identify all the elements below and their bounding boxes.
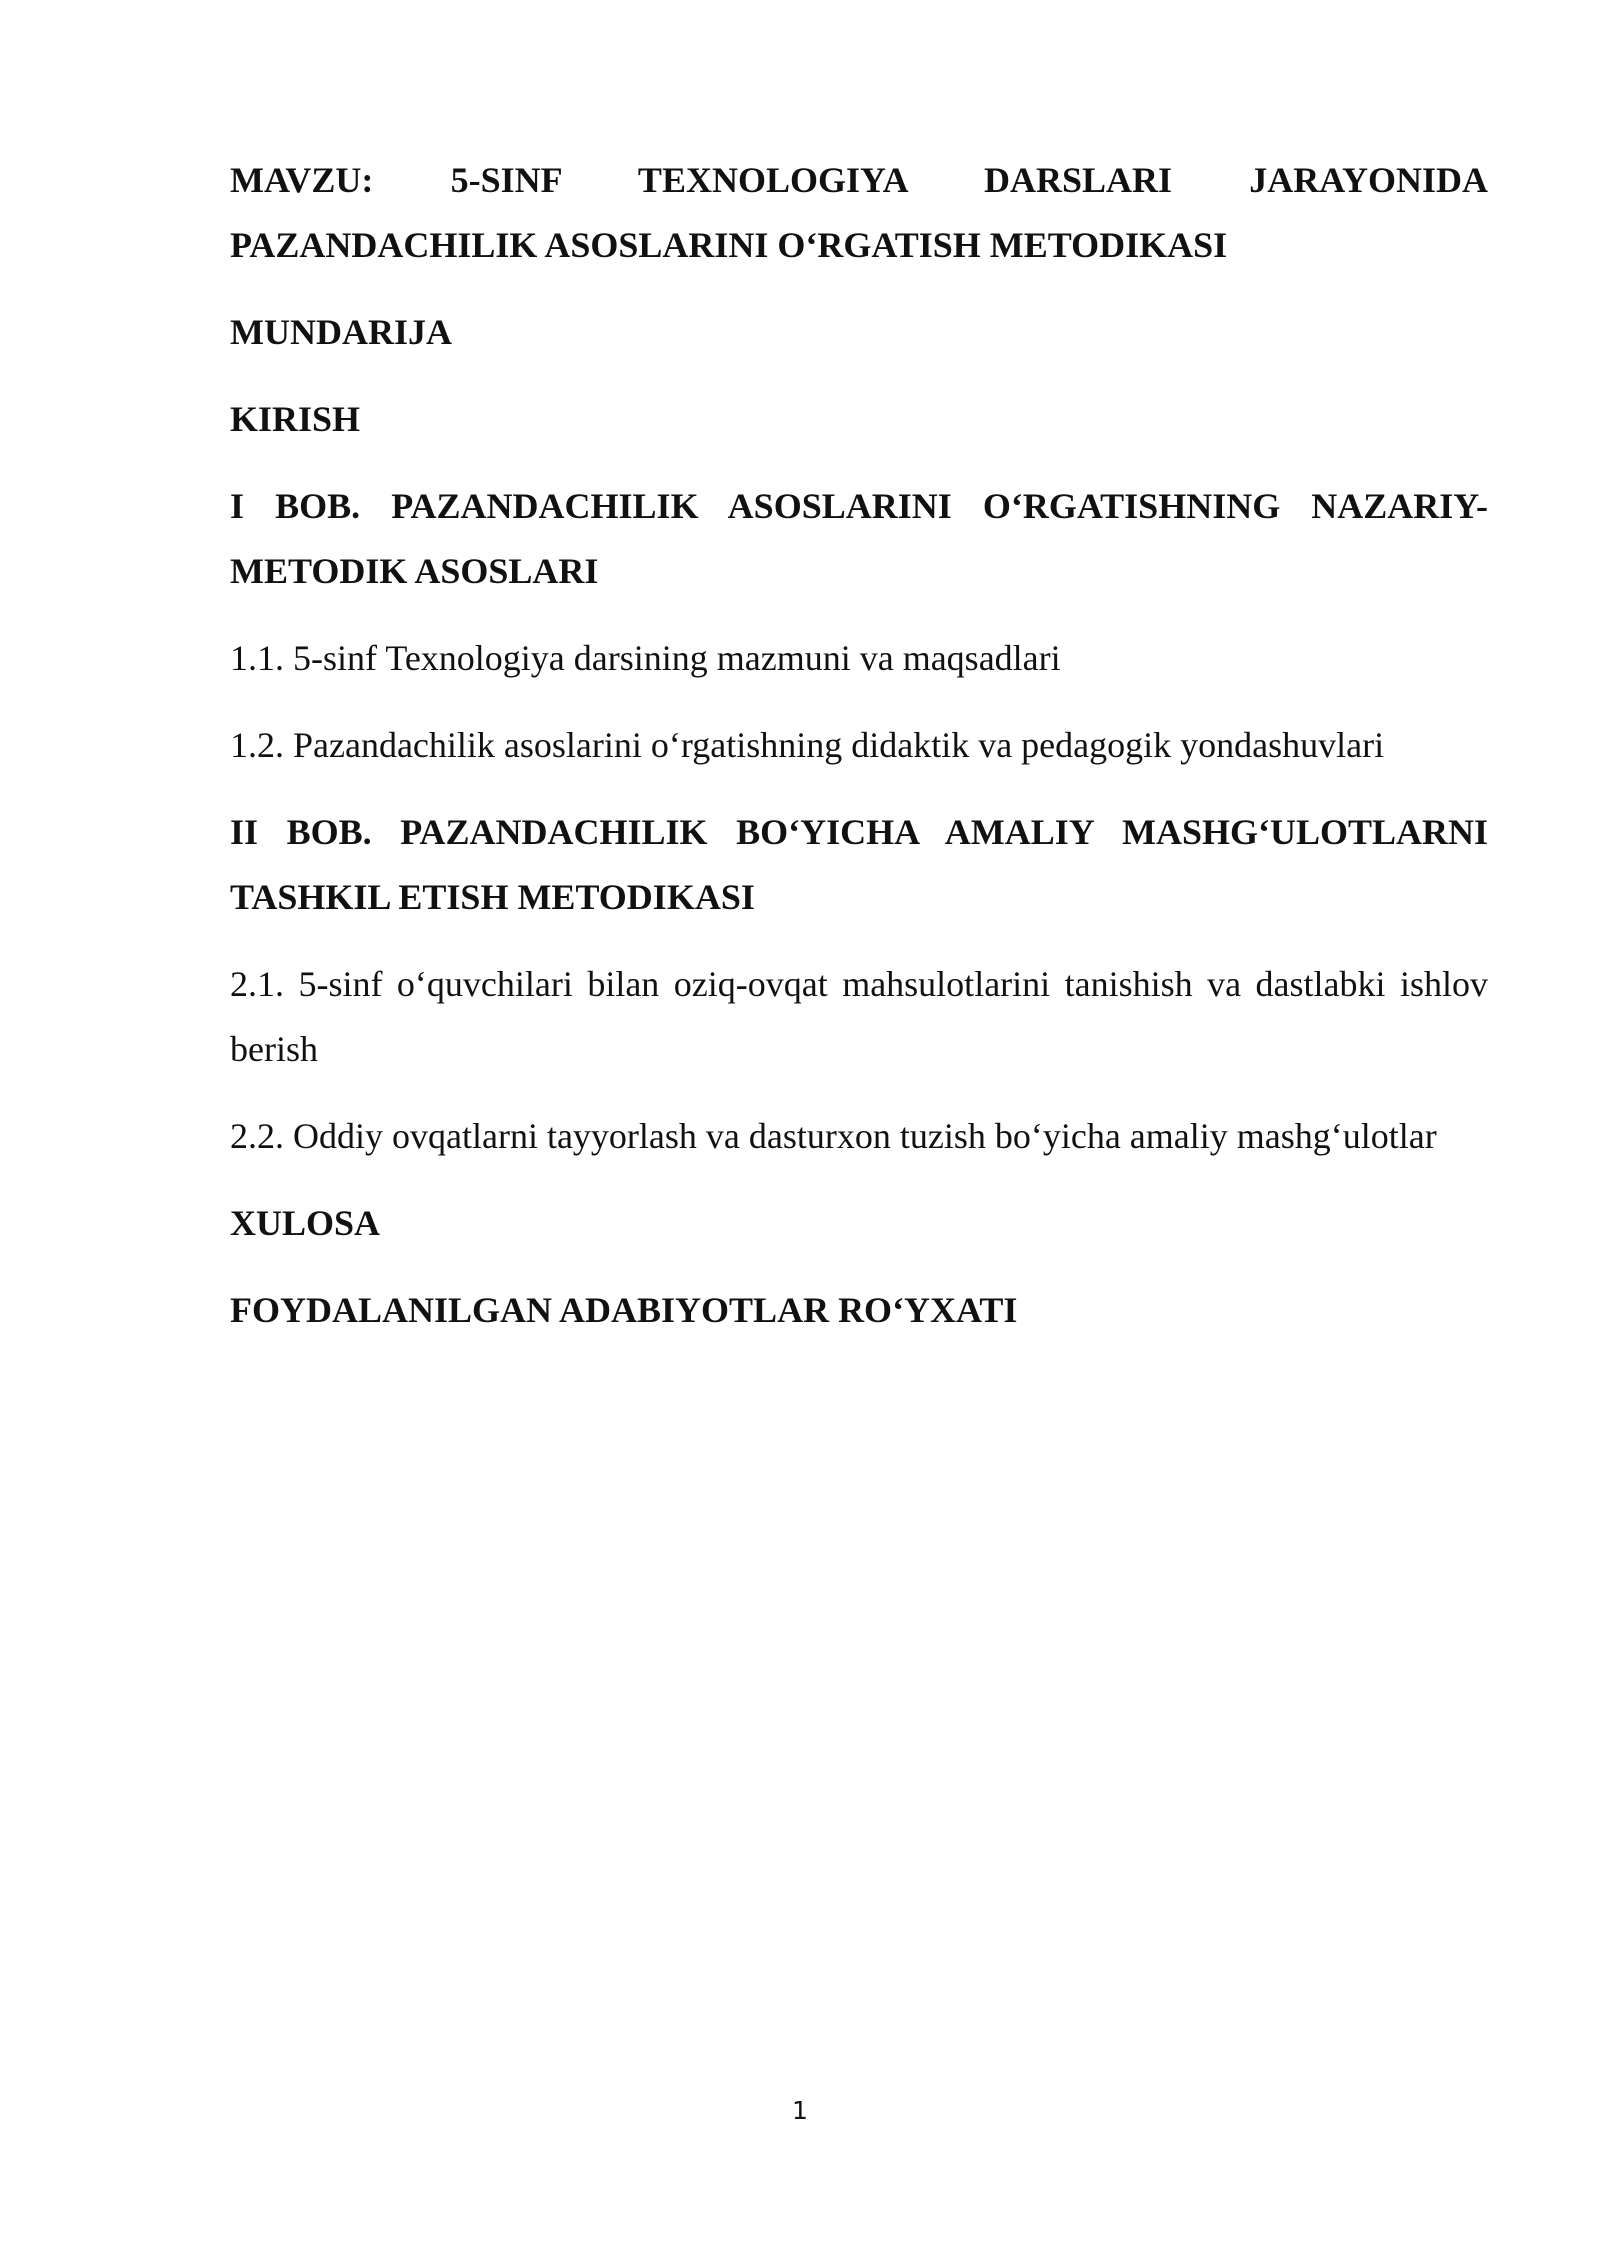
toc-heading: MUNDARIJA xyxy=(230,312,452,352)
toc-item-section-2-1 xyxy=(230,952,1488,1082)
toc-item-introduction: KIRISH xyxy=(230,399,361,439)
toc-item-section-1-1: 1.1. 5-sinf Texnologiya darsining mazmuni va maqsadlari xyxy=(230,638,1061,678)
toc-item-section-1-2: 1.2. Pazandachilik asoslarini o‘rgatishning didaktik va pedagogik yondashuvlari xyxy=(230,725,1385,765)
page-number: 1 xyxy=(792,2096,808,2125)
chapter-2-title-line-1: II BOB. PAZANDACHILIK BO‘YICHA AMALIY MASHG‘ULOTLARNI xyxy=(230,812,1488,852)
toc-item-references: FOYDALANILGAN ADABIYOTLAR RO‘YXATI xyxy=(230,1290,1018,1330)
document-title-line-2: PAZANDACHILIK ASOSLARINI O‘RGATISH METODIKASI xyxy=(230,225,1228,265)
toc-item-chapter-1 xyxy=(230,474,1488,604)
section-2-1-line-1: 2.1. 5-sinf o‘quvchilari bilan oziq-ovqat mahsulotlarini tanishish va dastlabki ishlov xyxy=(230,964,1488,1004)
toc-item-conclusion: XULOSA xyxy=(230,1203,381,1243)
toc-item-section-2-2: 2.2. Oddiy ovqatlarni tayyorlash va dasturxon tuzish bo‘yicha amaliy mashg‘ulotlar xyxy=(230,1116,1437,1156)
document-title xyxy=(230,148,1488,278)
document-title-line-1: MAVZU: 5-SINF TEXNOLOGIYA DARSLARI JARAYONIDA xyxy=(230,160,1488,200)
toc-item-chapter-2 xyxy=(230,800,1488,930)
document-content xyxy=(230,148,1488,1365)
chapter-2-title-line-2: TASHKIL ETISH METODIKASI xyxy=(230,877,755,917)
section-2-1-line-2: berish xyxy=(230,1029,318,1069)
chapter-1-title-line-2: METODIK ASOSLARI xyxy=(230,551,599,591)
chapter-1-title-line-1: I BOB. PAZANDACHILIK ASOSLARINI O‘RGATISHNING NAZARIY- xyxy=(230,486,1488,526)
